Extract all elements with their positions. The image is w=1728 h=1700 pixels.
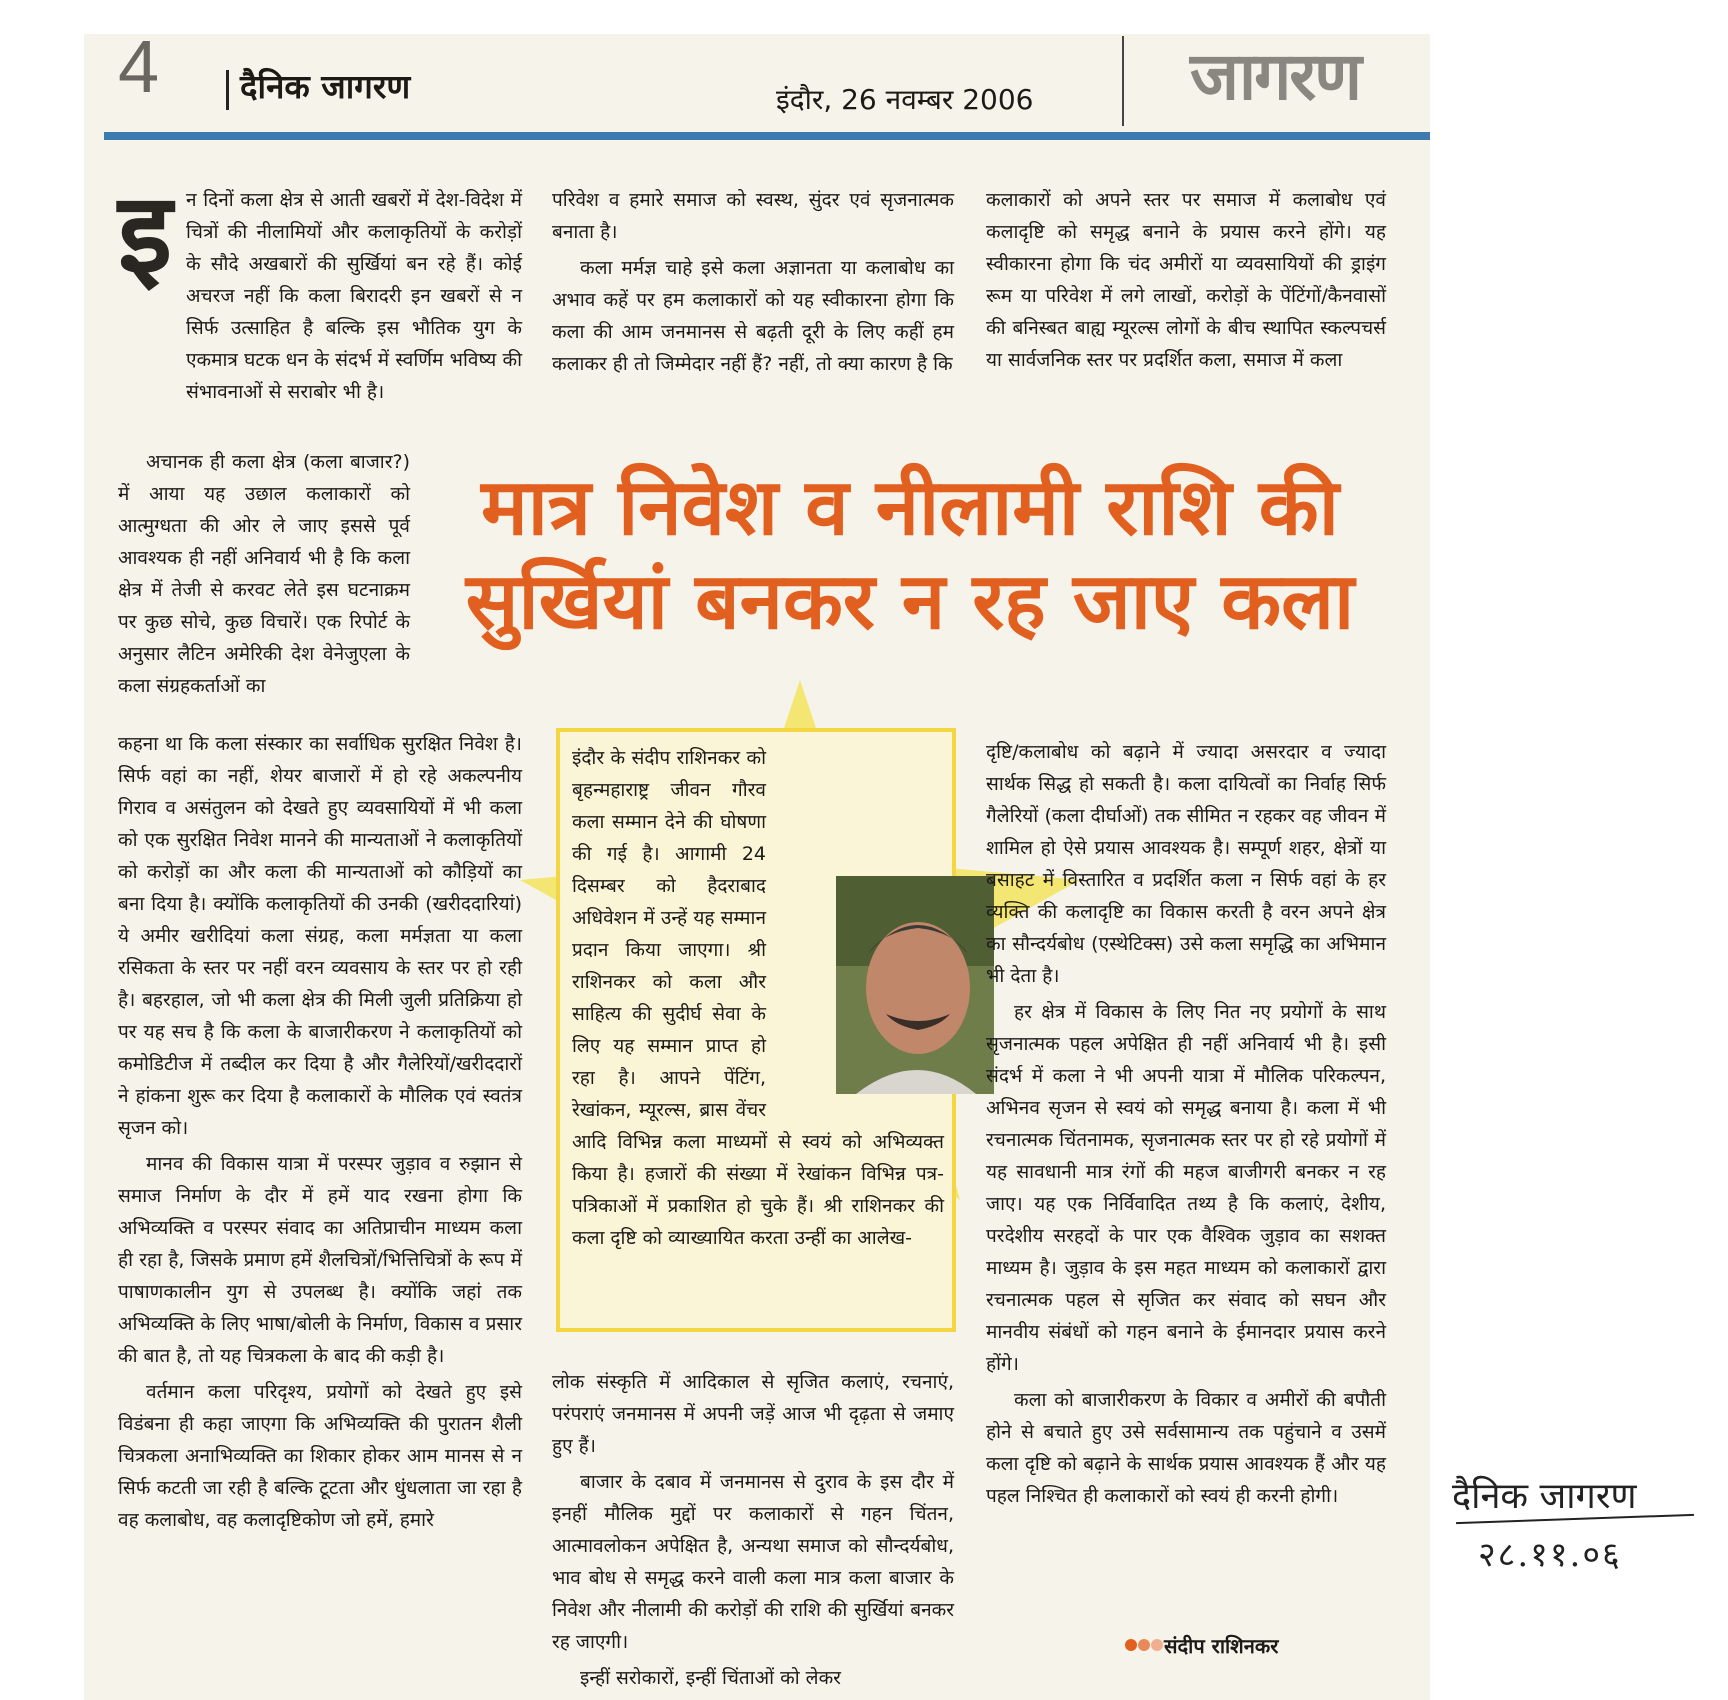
column-1-main [118,728,522,1652]
paragraph: कला को बाजारीकरण के विकार व अमीरों की बपौती होने से बचाते हुए उसे सर्वसामान्य तक पहुंचाने व उसमें कला दृष्टि को बढ़ाने के सार्थक प्रयास आवश्यक हैं और यह पहल निश्चित ही कलाकारों को स्वयं ही करनी होगी। [986,1389,1386,1507]
paragraph: बाजार के दबाव में जनमानस से दुराव के इस दौर में इनहीं मौलिक मुद्दों पर कलाकारों से गहन चिंतन, आत्मावलोकन अपेक्षित है, अन्यथा समाज को सौन्दर्यबोध, भाव बोध से समृद्ध करने वाली कला मात्र कला बाजार के निवेश और नीलामी की करोड़ों की राशि की सुर्खियां बनकर रह जाएगी। [552,1471,954,1653]
author-photo [836,876,994,1094]
paragraph: इन्हीं सरोकारों, इन्हीं चिंताओं को लेकर [580,1667,841,1689]
headline-line-1: मात्र निवेश व नीलामी राशि की [481,463,1339,553]
byline: संदीप राशिनकर [1164,1634,1279,1658]
paragraph: हर क्षेत्र में विकास के लिए नित नए प्रयोगों के साथ सृजनात्मक पहल अपेक्षित ही नहीं अनिवार्य भी है। इसी संदर्भ में कला ने भी अपनी यात्रा में मौलिक परिकल्पन, अभिनव सृजन से स्वयं को समृद्ध बनाया है। कला में भी रचनात्मक चिंतनामक, सृजनात्मक स्तर पर हो रहे प्रयोगों में यह सावधानी मात्र रंगों की महज बाजीगरी बनकर न रह जाए। यह एक निर्विवादित तथ्य है कि कलाएं, देशीय, परदेशीय सरहदों के पार एक वैश्विक जुड़ाव का सशक्त माध्यम है। जुड़ाव के इस महत माध्यम को कलाकारों द्वारा रचनात्मक पहल से सृजित कर संवाद को सघन और मानवीय संबंधों को गहन बनाने के ईमानदार प्रयास करने होंगे। [986,1001,1386,1375]
paragraph: कलाकारों को अपने स्तर पर समाज में कलाबोध एवं कलादृष्टि को समृद्ध बनाने के प्रयास करने होंगे। यह स्वीकारना होगा कि चंद अमीरों या व्यवसायियों की ड्राइंग रूम या परिवेश में लगे लाखों, करोड़ों के पेंटिंगों/कैनवासों की बनिस्बत बाह्य म्यूरल्स लोगों के बीच स्थापित स्कल्पचर्स या सार्वजनिक स्तर पर प्रदर्शित कला, समाज में कला [986,189,1386,371]
paragraph: इंदौर के संदीप राशिनकर को बृहन्महाराष्ट्र जीवन गौरव कला सम्मान देने की घोषणा की गई है। आगामी 24 दिसम्बर को हैदराबाद अधिवेशन में उन्हें यह सम्मान प्रदान किया जाएगा। श्री राशिनकर को कला और साहित्य की सुदीर्घ सेवा के लिए यह सम्मान प्राप्त हो रहा है। आपने पेंटिंग, रेखांकन, म्यूरल्स, ब्रास वेंचर आदि विभिन्न कला माध्यमों से स्वयं को अभिव्यक्त किया है। हजारों की संख्या में रेखांकन विभिन्न पत्र-पत्रिकाओं में प्रकाशित हो चुके हैं। श्री राशिनकर की कला दृष्टि को व्याख्यायित करता उन्हीं का आलेख- [572,747,944,1249]
paragraph: वर्तमान कला परिदृश्य, प्रयोगों को देखते हुए इसे विडंबना ही कहा जाएगा कि अभिव्यक्ति की पुरातन शैली चित्रकला अनाभिव्यक्ति का शिकार होकर आम मानस से न सिर्फ कटती जा रही है बल्कि टूटता और धुंधलाता जा रहा है वह कलाबोध, वह कलादृष्टिकोण जो हमें, हमारे [118,1381,522,1531]
handwritten-paper-name: दैनिक जागरण [1452,1476,1637,1517]
paragraph: न दिनों कला क्षेत्र से आती खबरों में देश-विदेश में चित्रों की नीलामियों और कलाकृतियों के करोड़ों के सौदे अखबारों की सुर्खियां बन रहे हैं। कोई अचरज नहीं कि कला बिरादरी इन खबरों से न सिर्फ उत्साहित है बल्कि इस भौतिक युग के एकमात्र घटक धन के संदर्भ में स्वर्णिम भविष्य की संभावनाओं से सराबोर भी है। [186,189,522,403]
header-divider [226,70,229,110]
paragraph: कहना था कि कला संस्कार का सर्वाधिक सुरक्षित निवेश है। सिर्फ वहां का नहीं, शेयर बाजारों में हो रहे अकल्पनीय गिराव व असंतुलन को देखते हुए व्यवसायियों में भी कला को एक सुरक्षित निवेश मानने की मान्यताओं ने कलाकृतियों को करोड़ों का और कला की मान्यताओं को कौड़ियों का बना दिया है। क्योंकि कलाकृतियों की उनकी (खरीददारियां) ये अमीर खरीदियां कला संग्रह, कला मर्मज्ञता या कला रसिकता के स्तर पर नहीं वरन व्यवसाय के स्तर पर हो रही है। बहरहाल, जो भी कला क्षेत्र की मिली जुली प्रतिक्रिया हो पर यह सच है कि कला के बाजारीकरण ने कलाकृतियों को कमोडिटीज में तब्दील कर दिया है और गैलेरियों/खरीददारों ने हांकना शुरू कर दिया है कलाकारों के मौलिक एवं स्वतंत्र सृजन को। [118,733,522,1139]
paragraph: लोक संस्कृति में आदिकाल से सृजित कलाएं, रचनाएं, परंपराएं जनमानस में अपनी जड़ें आज भी दृढ़ता से जमाए हुए हैं। [552,1371,954,1457]
column-1-intro-continued [118,312,522,440]
column-2-top [552,184,954,442]
byline-dots-icon [1124,1638,1164,1652]
page-number: 4 [118,25,160,108]
header-divider [1122,36,1124,126]
handwritten-date: २८.११.०६ [1478,1535,1622,1575]
headline-line-2: सुर्खियां बनकर न रह जाए कला [465,557,1355,647]
column-2-bottom [552,1366,954,1689]
dateline: इंदौर, 26 नवम्बर 2006 [776,83,1034,116]
paragraph: दृष्टि/कलाबोध को बढ़ाने में ज्यादा असरदार व ज्यादा सार्थक सिद्ध हो सकती है। कला दायित्वों का निर्वाह सिर्फ गैलेरियों (कला दीर्घाओं) तक सीमित न रहकर वह जीवन में शामिल हो ऐसे प्रयास आवश्यक है। सम्पूर्ण शहर, क्षेत्रों या बसाहट में विस्तारित व प्रदर्शित कला न सिर्फ वहां के हर व्यक्ति की कलादृष्टि का विकास करती है वरन अपने क्षेत्र का सौन्दर्यबोध (एस्थेटिक्स) उसे कला समृद्धि का अभिमान भी देता है। [986,741,1386,987]
newspaper-name: दैनिक जागरण [240,67,411,106]
paragraph: परिवेश व हमारे समाज को स्वस्थ, सुंदर एवं सृजनात्मक बनाता है। [552,189,954,243]
drop-cap: इ [118,169,173,297]
paragraph: कला मर्मज्ञ चाहे इसे कला अज्ञानता या कलाबोध का अभाव कहें पर हम कलाकारों को यह स्वीकारना होगा कि कला की आम जनमानस से बढ़ती दूरी के लिए कहीं हम कलाकर ही तो जिम्मेदार नहीं हैं? नहीं, तो क्या कारण है कि [552,257,954,375]
column-3-top [986,184,1386,442]
masthead-logo: जागरण [1190,38,1360,115]
column-1-narrow [118,446,410,724]
header-rule [104,132,1430,140]
paragraph: अचानक ही कला क्षेत्र (कला बाजार?) में आया यह उछाल कलाकारों को आत्मुग्धता की ओर ले जाए इससे पूर्व आवश्यक ही नहीं अनिवार्य भी है कि कला क्षेत्र में तेजी से करवट लेते इस घटनाक्रम पर कुछ सोचे, कुछ विचारें। एक रिपोर्ट के अनुसार लैटिन अमेरिकी देश वेनेजुएला के कला संग्रहकर्ताओं का [118,451,410,697]
column-1-intro [186,184,522,403]
column-3-main [986,736,1386,1626]
paragraph: मानव की विकास यात्रा में परस्पर जुड़ाव व रुझान से समाज निर्माण के दौर में हमें याद रखना होगा कि अभिव्यक्ति व परस्पर संवाद का अतिप्राचीन माध्यम कला ही रहा है, जिसके प्रमाण हमें शैलचित्रों/भित्तिचित्रों के रूप में पाषाणकालीन युग से उपलब्ध है। क्योंकि जहां तक अभिव्यक्ति के लिए भाषा/बोली के निर्माण, विकास व प्रसार की बात है, तो यह चित्रकला के बाद की कड़ी है। [118,1153,522,1367]
